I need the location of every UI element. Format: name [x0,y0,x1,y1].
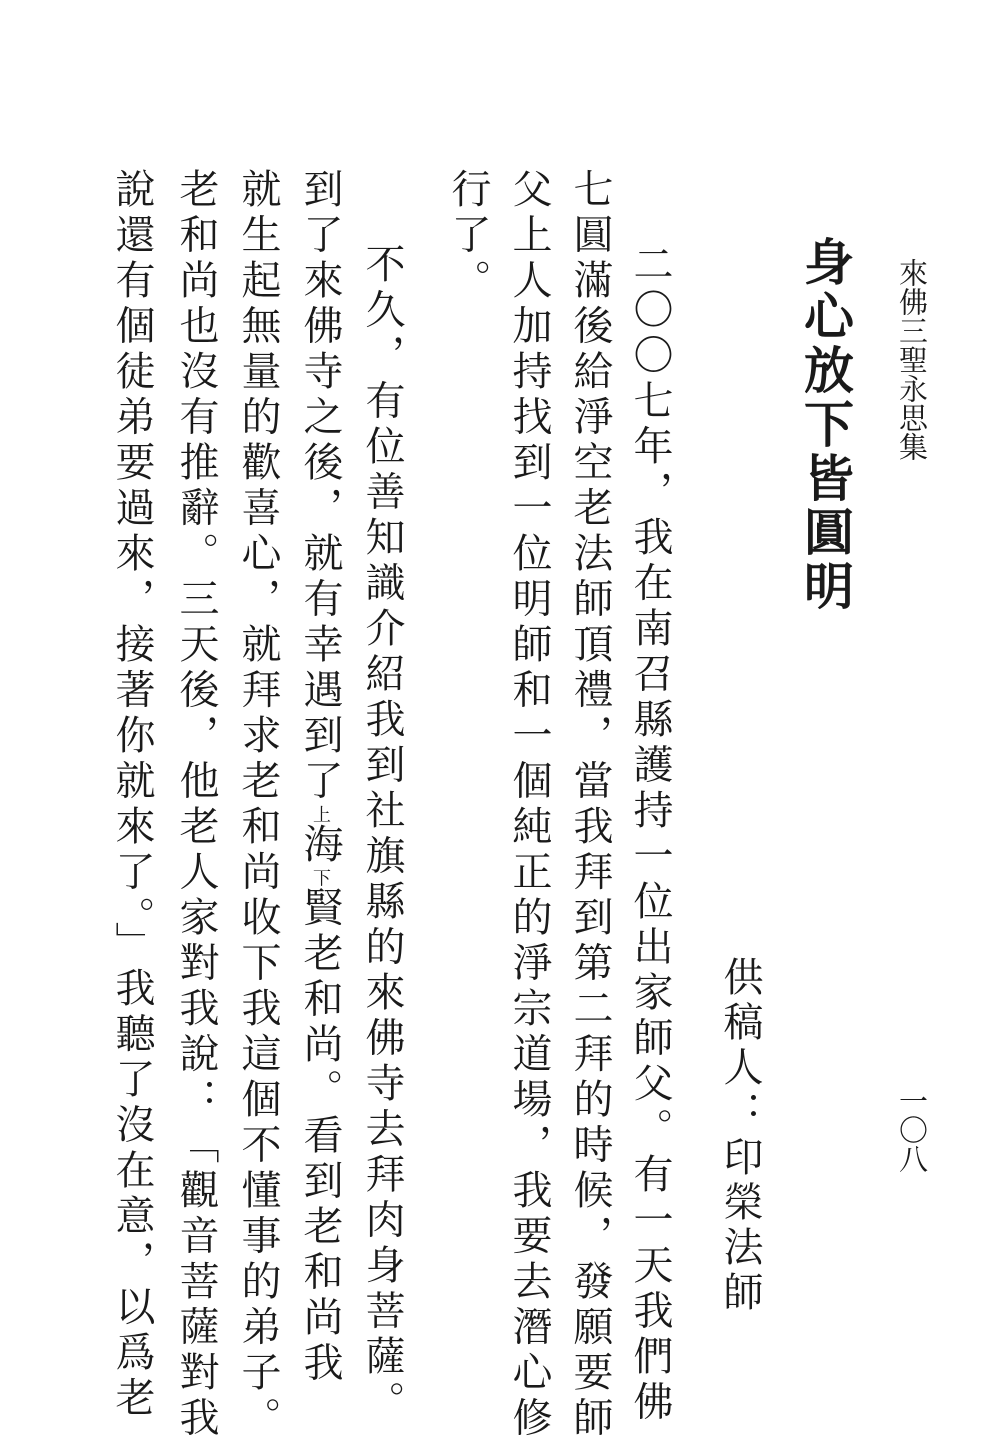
paragraph-2-line-1: 不久，有位善知識介紹我到社旗縣的來佛寺去拜肉身菩薩。 [359,243,405,1426]
paragraph-2-line-4: 老和尚也沒有推辭。三天後，他老人家對我說：「觀音菩薩對我 [173,168,219,1442]
paragraph-2-line-3: 就生起無量的歡喜心，就拜求老和尚收下我這個不懂事的弟子。 [235,168,281,1442]
author-credit: 供稿人：印榮法師 [717,956,763,1316]
line-2-text-a: 到了來佛寺之後，就有幸遇到了 [297,168,343,805]
line-2-text-b: 海 [297,823,343,869]
paragraph-1-line-4: 行了。 [445,168,491,305]
paragraph-1-line-3: 父上人加持找到一位明師和一個純正的淨宗道場，我要去潛心修 [506,168,552,1442]
paragraph-2-line-5: 說還有個徒弟要過來，接著你就來了。」我聽了沒在意，以爲老 [109,168,155,1422]
page-number: 一〇八 [895,1086,929,1173]
paragraph-1-line-1: 二〇〇七年，我在南召縣護持一位出家師父。有一天我們佛 [627,243,673,1426]
honorific-small-lower: 下 [310,868,331,887]
paragraph-1-line-2: 七圓滿後給淨空老法師頂禮，當我拜到第二拜的時候，發願要師 [567,168,613,1442]
line-2-text-c: 賢老和尚。看到老和尚我 [297,886,343,1387]
running-header: 來佛三聖永思集 [895,258,929,461]
article-title: 身心放下皆圓明 [796,236,854,614]
honorific-small-upper: 上 [310,805,331,823]
paragraph-2-line-2 [296,168,343,1387]
